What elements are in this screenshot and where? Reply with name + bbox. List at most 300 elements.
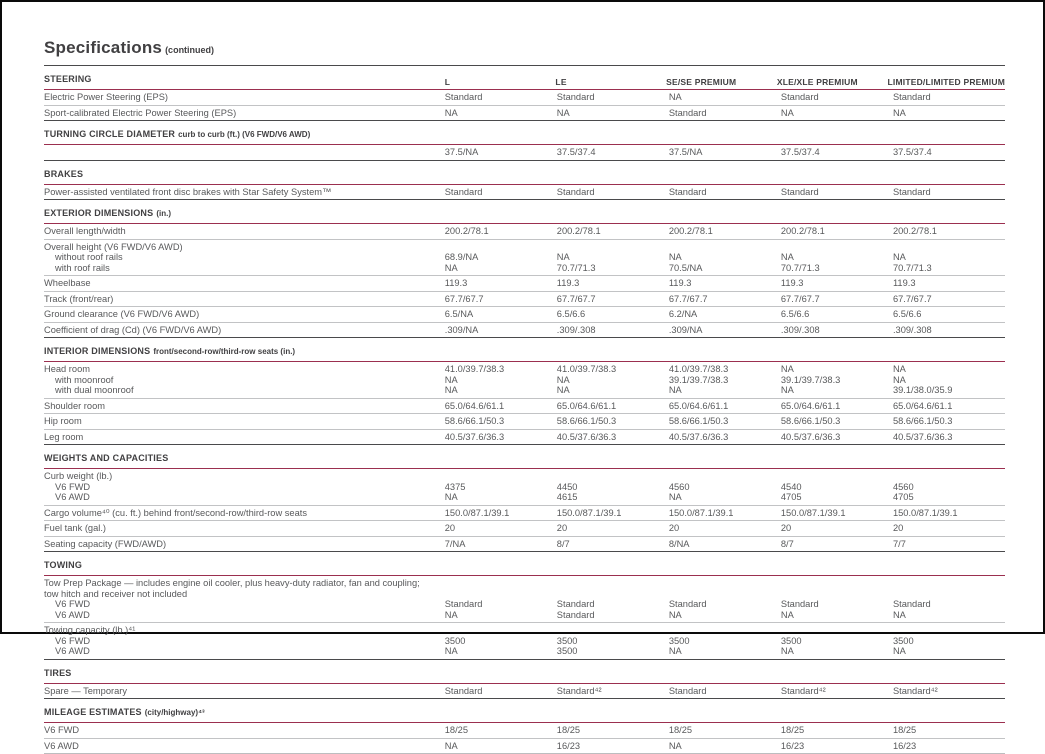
spec-row <box>44 576 1005 622</box>
spec-value: 16/23 <box>780 740 805 751</box>
spec-row-line <box>44 578 1005 589</box>
section-heading-text: STEERING <box>44 74 92 84</box>
spec-row <box>44 90 1005 105</box>
spec-row <box>44 429 1005 445</box>
spec-row <box>44 413 1005 429</box>
spec-label: Wheelbase <box>44 278 91 288</box>
spec-value <box>781 625 893 636</box>
spec-value: NA <box>444 262 458 273</box>
spec-value: Standard <box>668 685 707 696</box>
spec-row-line <box>44 309 1005 320</box>
spec-value: 4560 <box>892 481 914 492</box>
spec-value: 37.5/NA <box>668 147 703 157</box>
spec-value: 6.2/NA <box>668 309 698 319</box>
spec-row <box>44 291 1005 307</box>
column-header-2: LE <box>555 77 567 87</box>
spec-value: NA <box>556 252 570 262</box>
spec-value <box>781 242 893 253</box>
spec-value <box>781 578 893 589</box>
section-heading-note: front/second-row/third-row seats (in.) <box>153 347 296 356</box>
spec-value: NA <box>780 646 794 656</box>
spec-row <box>44 536 1005 552</box>
section-heading-text: TOWING <box>44 560 83 570</box>
page-title-block <box>44 38 1001 58</box>
spec-value <box>669 471 781 482</box>
spec-row-line <box>44 523 1005 534</box>
page-title-suffix: (continued) <box>165 45 215 55</box>
spec-value: 65.0/64.6/61.1 <box>668 400 729 411</box>
spec-value: 58.6/66.1/50.3 <box>556 416 617 426</box>
spec-value: 3500 <box>892 635 914 646</box>
spec-value: 150.0/87.1/39.1 <box>556 507 622 518</box>
spec-value: Standard <box>668 107 707 118</box>
spec-value: 200.2/78.1 <box>780 226 825 236</box>
spec-value: 67.7/67.7 <box>444 293 484 304</box>
section-heading-towing <box>44 551 1005 576</box>
spec-value: NA <box>780 364 794 374</box>
spec-value: 119.3 <box>668 278 692 288</box>
section-heading-label-cell <box>44 69 445 87</box>
spec-value: NA <box>668 92 682 102</box>
spec-value: 40.5/37.6/36.3 <box>780 431 841 442</box>
spec-value: 150.0/87.1/39.1 <box>892 507 958 518</box>
spec-label: V6 FWD <box>55 481 91 492</box>
spec-value: Standard <box>780 599 819 609</box>
spec-label: Tow Prep Package — includes engine oil cooler, plus heavy-duty radiator, fan and coupling; <box>44 578 420 588</box>
spec-row-line <box>44 471 1005 482</box>
spec-value: 70.7/71.3 <box>892 262 932 273</box>
spec-row-line <box>44 294 1005 305</box>
spec-row-line <box>44 108 1005 119</box>
spec-row-line <box>44 646 1005 657</box>
spec-label: with roof rails <box>55 262 110 273</box>
spec-value: 3500 <box>556 646 578 656</box>
spec-value: 41.0/39.7/38.3 <box>668 364 729 374</box>
spec-value: Standard <box>556 599 595 609</box>
section-heading-label-cell <box>44 203 445 221</box>
spec-value: 58.6/66.1/50.3 <box>668 416 729 426</box>
spec-row-line <box>44 375 1005 386</box>
spec-value: 119.3 <box>444 278 468 288</box>
spec-value: Standard <box>780 92 819 102</box>
section-heading-weights-and-capacities <box>44 444 1005 469</box>
spec-row-line <box>44 252 1005 263</box>
spec-row-line <box>44 482 1005 493</box>
spec-row-line <box>44 610 1005 621</box>
spec-row <box>44 505 1005 521</box>
spec-value: Standard <box>892 599 931 609</box>
spec-value: 67.7/67.7 <box>556 293 596 304</box>
spec-value: Standard <box>556 609 595 620</box>
spec-value: NA <box>668 609 682 620</box>
spec-value: 37.5/NA <box>444 147 479 157</box>
spec-value: 119.3 <box>780 278 804 288</box>
page-title: Specifications <box>44 38 163 57</box>
spec-value: NA <box>556 374 570 385</box>
spec-row <box>44 306 1005 322</box>
column-header-4: XLE/XLE PREMIUM <box>776 77 858 87</box>
spec-value: 4705 <box>780 492 802 502</box>
section-heading-text: WEIGHTS AND CAPACITIES <box>44 453 169 463</box>
spec-value: NA <box>556 385 570 395</box>
spec-row <box>44 738 1005 754</box>
spec-value: NA <box>892 364 906 374</box>
spec-value: 150.0/87.1/39.1 <box>668 507 734 518</box>
spec-value: Standard <box>556 186 595 197</box>
spec-label: with dual moonroof <box>55 385 134 395</box>
spec-value: 39.1/39.7/38.3 <box>780 374 841 385</box>
spec-row-line <box>44 432 1005 443</box>
spec-value: 7/NA <box>444 538 466 549</box>
spec-value: NA <box>668 252 682 262</box>
spec-label: Fuel tank (gal.) <box>44 523 107 533</box>
section-heading-label-cell <box>44 448 445 466</box>
spec-row-line <box>44 508 1005 519</box>
spec-value: 58.6/66.1/50.3 <box>892 416 953 426</box>
spec-label <box>44 147 445 158</box>
spec-row <box>44 684 1005 699</box>
spec-label: Coefficient of drag (Cd) (V6 FWD/V6 AWD) <box>44 324 222 335</box>
spec-value: 8/7 <box>556 538 570 549</box>
spec-row-line <box>44 589 1005 600</box>
spec-value: 7/7 <box>892 538 906 549</box>
spec-row-line <box>44 263 1005 274</box>
section-heading-label-cell <box>44 702 445 720</box>
spec-value: Standard <box>556 92 595 102</box>
spec-value: .309/.308 <box>556 324 596 335</box>
spec-value <box>781 471 893 482</box>
section-heading-note: (city/highway)⁴³ <box>144 708 205 717</box>
spec-value: NA <box>444 740 458 751</box>
spec-label: Ground clearance (V6 FWD/V6 AWD) <box>44 309 200 319</box>
spec-value: 4615 <box>556 492 578 502</box>
spec-value: NA <box>444 107 458 118</box>
spec-label: Overall height (V6 FWD/V6 AWD) <box>44 241 183 252</box>
spec-value: 18/25 <box>780 725 805 735</box>
column-header-1: L <box>444 77 451 87</box>
spec-value: Standard <box>780 186 819 197</box>
spec-value: NA <box>780 252 794 262</box>
spec-value <box>557 625 669 636</box>
spec-value <box>893 471 1005 482</box>
spec-value: NA <box>892 646 906 656</box>
spec-value: 18/25 <box>556 725 581 735</box>
spec-value: Standard <box>444 685 483 696</box>
section-heading-tires <box>44 659 1005 684</box>
spec-row-line <box>44 364 1005 375</box>
section-heading-label-cell <box>44 124 445 142</box>
spec-row-line <box>44 636 1005 647</box>
spec-value: 65.0/64.6/61.1 <box>892 400 953 411</box>
spec-value <box>893 625 1005 636</box>
spec-value: 37.5/37.4 <box>780 147 820 157</box>
spec-value: 4375 <box>444 481 466 492</box>
spec-row-line <box>44 92 1005 103</box>
spec-label: Overall length/width <box>44 226 126 236</box>
spec-row-line <box>44 226 1005 237</box>
spec-value: NA <box>892 374 906 385</box>
spec-value: 3500 <box>556 635 578 646</box>
spec-label: Head room <box>44 364 90 374</box>
spec-row-line <box>44 686 1005 697</box>
spec-value: 20 <box>444 523 456 533</box>
spec-value: 20 <box>780 523 792 533</box>
spec-value: NA <box>892 609 906 620</box>
spec-row-line <box>44 725 1005 736</box>
section-heading-text: TURNING CIRCLE DIAMETER <box>44 129 176 139</box>
spec-value: 18/25 <box>668 725 693 735</box>
spec-value: 40.5/37.6/36.3 <box>556 431 617 442</box>
spec-row-line <box>44 492 1005 503</box>
spec-value: 119.3 <box>556 278 580 288</box>
column-header-5: LIMITED/LIMITED PREMIUM <box>887 77 1005 87</box>
spec-value: 41.0/39.7/38.3 <box>556 364 617 374</box>
spec-row <box>44 398 1005 414</box>
spec-value: 150.0/87.1/39.1 <box>780 507 846 518</box>
spec-row-line <box>44 242 1005 253</box>
spec-value: NA <box>892 252 906 262</box>
spec-value <box>781 589 893 600</box>
spec-row-line <box>44 539 1005 550</box>
spec-value <box>445 589 557 600</box>
spec-row <box>44 185 1005 200</box>
section-heading-label-cell <box>44 341 445 359</box>
spec-value: 58.6/66.1/50.3 <box>780 416 841 426</box>
spec-row-line <box>44 385 1005 396</box>
section-heading-interior-dimensions <box>44 337 1005 362</box>
spec-value: Standard <box>892 92 931 102</box>
spec-value: 40.5/37.6/36.3 <box>444 431 505 442</box>
spec-label: Power-assisted ventilated front disc brakes with Star Safety System™ <box>44 186 332 197</box>
spec-value: 67.7/67.7 <box>780 293 820 304</box>
spec-label: Electric Power Steering (EPS) <box>44 92 169 102</box>
spec-label: Hip room <box>44 416 82 426</box>
spec-row <box>44 224 1005 239</box>
spec-row <box>44 105 1005 121</box>
spec-value: 65.0/64.6/61.1 <box>556 400 617 411</box>
spec-row-line <box>44 278 1005 289</box>
section-heading-text: TIRES <box>44 667 72 678</box>
spec-value: 70.5/NA <box>668 262 703 273</box>
spec-value: Standard <box>892 186 931 197</box>
spec-value: 4450 <box>556 481 578 492</box>
section-heading-mileage-estimates <box>44 698 1005 723</box>
spec-value: Standard <box>444 92 483 102</box>
spec-label: Spare — Temporary <box>44 685 128 696</box>
column-header-3: SE/SE PREMIUM <box>666 77 737 87</box>
spec-label: with moonroof <box>55 374 114 385</box>
spec-value: NA <box>444 385 458 395</box>
spec-value: 3500 <box>780 635 802 646</box>
spec-value: Standard⁴² <box>556 685 602 696</box>
spec-label: V6 AWD <box>55 492 90 502</box>
spec-row-line <box>44 599 1005 610</box>
spec-value: 41.0/39.7/38.3 <box>444 364 505 374</box>
spec-value <box>445 578 557 589</box>
spec-row <box>44 622 1005 659</box>
spec-label: V6 AWD <box>55 646 90 656</box>
spec-value: 40.5/37.6/36.3 <box>892 431 953 442</box>
spec-label: tow hitch and receiver not included <box>44 588 188 599</box>
section-heading-text: MILEAGE ESTIMATES <box>44 707 142 717</box>
spec-value <box>557 578 669 589</box>
spec-row <box>44 520 1005 536</box>
spec-value: 6.5/6.6 <box>892 309 922 319</box>
spec-value: NA <box>444 646 458 656</box>
section-heading-note: curb to curb (ft.) (V6 FWD/V6 AWD) <box>178 130 311 139</box>
spec-value: Standard <box>444 186 483 197</box>
spec-value: Standard <box>668 186 707 197</box>
spec-value <box>893 242 1005 253</box>
spec-value: NA <box>668 740 682 751</box>
spec-value: 119.3 <box>892 278 916 288</box>
spec-label: V6 AWD <box>55 609 90 620</box>
spec-value <box>669 589 781 600</box>
spec-value: 37.5/37.4 <box>892 147 932 157</box>
spec-value: 4560 <box>668 481 690 492</box>
spec-value <box>445 242 557 253</box>
section-heading-turning-circle-diameter <box>44 120 1005 145</box>
spec-row-line <box>44 416 1005 427</box>
spec-value: NA <box>668 646 682 656</box>
spec-label: Shoulder room <box>44 400 105 411</box>
spec-value: 8/7 <box>780 538 794 549</box>
spec-value: Standard⁴² <box>892 685 938 696</box>
spec-row <box>44 362 1005 398</box>
spec-value: 6.5/6.6 <box>556 309 586 319</box>
spec-value: 200.2/78.1 <box>668 226 713 236</box>
spec-label: Sport-calibrated Electric Power Steering (EPS) <box>44 107 237 118</box>
spec-value: .309/NA <box>444 324 479 335</box>
spec-row <box>44 322 1005 338</box>
spec-value: 18/25 <box>892 725 917 735</box>
spec-value: 3500 <box>444 635 466 646</box>
spec-label: V6 AWD <box>44 740 79 751</box>
spec-value: 20 <box>668 523 680 533</box>
spec-value: 200.2/78.1 <box>892 226 937 236</box>
spec-value: NA <box>668 385 682 395</box>
spec-value: 37.5/37.4 <box>556 147 596 157</box>
spec-value: 39.1/38.0/35.9 <box>892 385 953 395</box>
spec-table <box>44 65 1005 754</box>
spec-value <box>893 578 1005 589</box>
section-heading-label-cell <box>44 555 445 573</box>
spec-label: V6 FWD <box>44 725 80 735</box>
spec-row-line <box>44 401 1005 412</box>
spec-value: NA <box>444 609 458 620</box>
spec-value: 16/23 <box>892 740 917 751</box>
spec-value: NA <box>780 107 794 118</box>
section-heading-text: INTERIOR DIMENSIONS <box>44 346 151 356</box>
spec-label: Cargo volume⁴⁰ (cu. ft.) behind front/second-row/third-row seats <box>44 507 307 518</box>
spec-value: 16/23 <box>556 740 581 751</box>
spec-value <box>893 589 1005 600</box>
spec-row <box>44 275 1005 291</box>
spec-value <box>445 625 557 636</box>
spec-value: 8/NA <box>668 538 690 549</box>
spec-row <box>44 239 1005 276</box>
spec-row-line <box>44 325 1005 336</box>
section-heading-text: BRAKES <box>44 168 84 179</box>
spec-value: 58.6/66.1/50.3 <box>444 416 505 426</box>
spec-value <box>557 589 669 600</box>
spec-label: V6 FWD <box>55 635 91 646</box>
section-heading-label-cell <box>44 663 445 681</box>
spec-label: Track (front/rear) <box>44 293 114 304</box>
spec-value: Standard <box>444 599 483 609</box>
spec-value: .309/.308 <box>892 324 932 335</box>
spec-value: 4705 <box>892 492 914 502</box>
spec-value <box>669 242 781 253</box>
spec-label: V6 FWD <box>55 599 91 609</box>
spec-label: without roof rails <box>55 252 123 262</box>
spec-value: 4540 <box>780 481 802 492</box>
spec-value: 200.2/78.1 <box>444 226 489 236</box>
spec-value: 20 <box>892 523 904 533</box>
section-heading-steering <box>44 65 1005 90</box>
spec-value: .309/NA <box>668 324 703 335</box>
spec-value: 6.5/NA <box>444 309 474 319</box>
spec-value <box>557 242 669 253</box>
spec-value: .309/.308 <box>780 324 820 335</box>
spec-value: 20 <box>556 523 568 533</box>
section-heading-note: (in.) <box>156 209 171 218</box>
spec-row <box>44 469 1005 505</box>
spec-value: 6.5/6.6 <box>780 309 810 319</box>
spec-label: Towing capacity (lb.)⁴¹ <box>44 625 136 635</box>
section-heading-brakes <box>44 160 1005 185</box>
spec-value: 150.0/87.1/39.1 <box>444 507 510 518</box>
spec-value: 65.0/64.6/61.1 <box>780 400 841 411</box>
spec-value: NA <box>444 492 458 502</box>
spec-value: 39.1/39.7/38.3 <box>668 374 729 385</box>
spec-row-line <box>44 187 1005 198</box>
spec-value: 67.7/67.7 <box>668 293 708 304</box>
spec-value: 67.7/67.7 <box>892 293 932 304</box>
spec-value: 40.5/37.6/36.3 <box>668 431 729 442</box>
spec-label: Leg room <box>44 431 84 442</box>
section-heading-exterior-dimensions <box>44 199 1005 224</box>
spec-row-line <box>44 741 1005 752</box>
spec-value: NA <box>444 374 458 385</box>
spec-value: 70.7/71.3 <box>556 262 596 273</box>
spec-value: 65.0/64.6/61.1 <box>444 400 505 411</box>
spec-row-line <box>44 147 1005 158</box>
spec-value <box>669 578 781 589</box>
spec-value: 18/25 <box>444 725 468 735</box>
spec-value <box>445 471 557 482</box>
spec-value: 3500 <box>668 635 690 646</box>
spec-value <box>669 625 781 636</box>
spec-row <box>44 723 1005 738</box>
section-heading-label-cell <box>44 164 445 182</box>
spec-label: Seating capacity (FWD/AWD) <box>44 538 167 549</box>
spec-value: NA <box>892 107 906 118</box>
spec-value: 68.9/NA <box>444 252 479 262</box>
spec-value: 70.7/71.3 <box>780 262 820 273</box>
spec-value <box>557 471 669 482</box>
spec-value: NA <box>780 385 794 395</box>
spec-value: NA <box>780 609 794 620</box>
spec-row-line <box>44 625 1005 636</box>
spec-value: Standard <box>668 599 707 609</box>
spec-value: NA <box>668 492 682 502</box>
section-heading-text: EXTERIOR DIMENSIONS <box>44 208 154 218</box>
spec-value: NA <box>556 107 570 118</box>
spec-value: Standard⁴² <box>780 685 826 696</box>
spec-row <box>44 145 1005 160</box>
spec-label: Curb weight (lb.) <box>44 471 113 481</box>
